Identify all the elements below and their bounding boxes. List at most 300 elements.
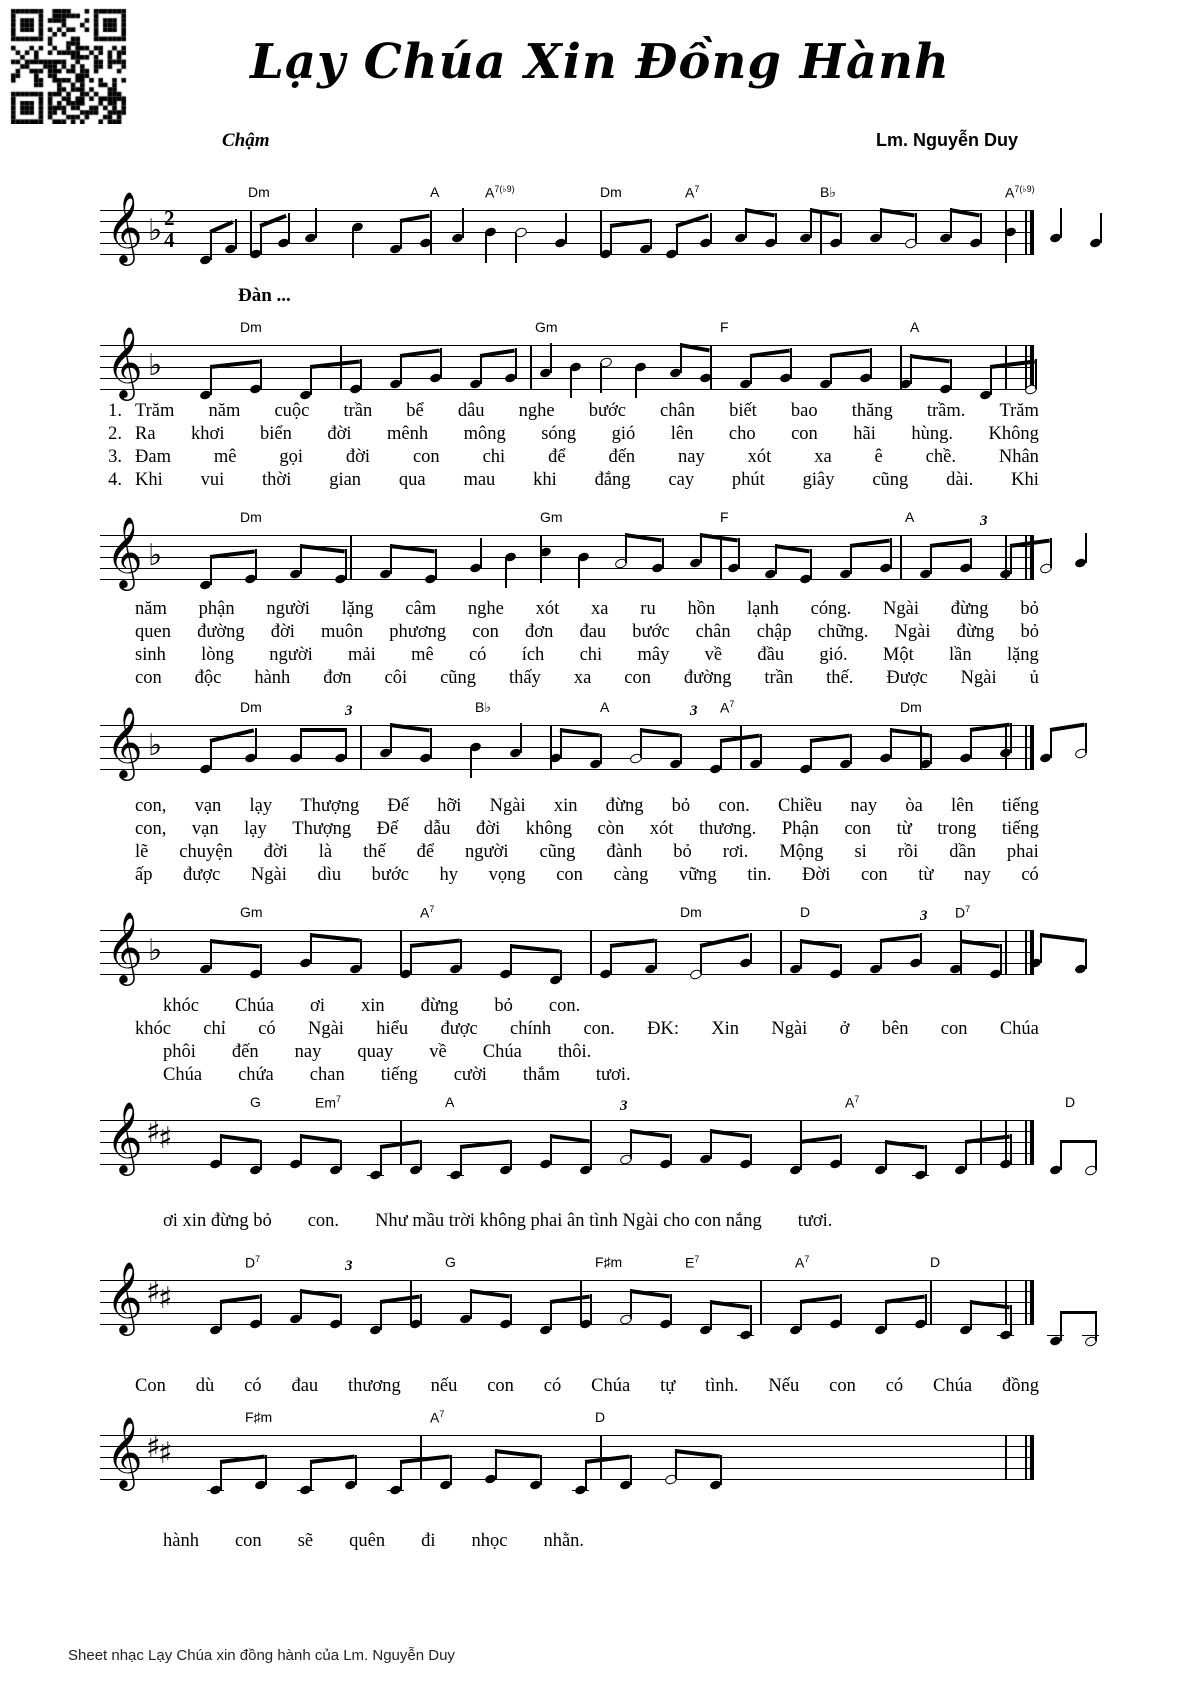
lyric-syllable: nghe <box>467 599 504 619</box>
footer-caption: Sheet nhạc Lạy Chúa xin đồng hành của Lm. Nguyễn Duy <box>68 1647 455 1664</box>
lyric-words <box>134 796 1040 817</box>
barline <box>400 930 402 975</box>
beam <box>960 939 1000 948</box>
lyric-syllable: từ <box>918 865 934 885</box>
lyric-syllable: biển <box>259 424 292 444</box>
beam <box>300 544 345 553</box>
staff-line <box>100 345 1030 346</box>
lyric-syllable: trần <box>764 668 794 688</box>
lyric-syllable: đời <box>270 622 295 642</box>
lyric-syllable: lên <box>951 796 974 816</box>
note-stem <box>625 533 627 563</box>
lyric-words <box>134 1211 1040 1232</box>
final-barline <box>1030 930 1034 975</box>
lyric-syllable: con, <box>135 796 167 816</box>
lyric-syllable: Nhân <box>998 447 1039 467</box>
lyric-syllable: nghe <box>518 401 555 421</box>
note-stem <box>440 348 442 378</box>
lyric-syllable: có <box>468 645 487 665</box>
note-stem <box>1040 933 1042 963</box>
staff-line <box>100 974 1030 975</box>
staff-system-2 <box>100 319 1030 399</box>
note-stem <box>750 933 752 963</box>
lyric-syllable: con <box>791 424 818 444</box>
lyric-line <box>100 423 1040 446</box>
staff-line <box>100 1479 1030 1480</box>
lyric-syllable: con <box>234 1531 262 1551</box>
note-stem <box>470 1289 472 1319</box>
ledger-line <box>297 1490 314 1491</box>
note-stem <box>915 213 917 243</box>
note-stem <box>288 213 290 243</box>
lyric-syllable: Ngài <box>307 1019 344 1039</box>
lyric-syllable: được <box>440 1019 478 1039</box>
note-stem <box>550 1300 552 1330</box>
note-stem <box>515 348 517 378</box>
barline <box>740 725 742 770</box>
note-stem <box>700 533 702 563</box>
lyric-syllable: đừng <box>605 796 644 816</box>
lyric-syllable: khóc <box>163 996 199 1016</box>
lyrics-refrain-block-1 <box>100 1210 1040 1233</box>
lyric-syllable: lẽ <box>135 842 149 862</box>
lyric-syllable: bước <box>371 865 409 885</box>
lyric-words <box>134 622 1040 643</box>
lyric-syllable: chi <box>482 447 506 467</box>
lyric-syllable: độc <box>194 668 222 688</box>
lyric-syllable: thắm <box>522 1065 560 1085</box>
beam <box>1050 723 1085 732</box>
lyric-words <box>134 842 1040 863</box>
lyric-syllable: dâu <box>457 401 485 421</box>
tempo-marking: Chậm <box>222 130 270 151</box>
chord-symbol: $A^7$ <box>795 1254 810 1271</box>
note-stem <box>210 939 212 969</box>
note-stem <box>950 359 952 389</box>
staff-line <box>100 930 1030 931</box>
note-stem <box>300 1289 302 1319</box>
note-stem <box>255 549 257 579</box>
lyric-syllable: đời <box>345 447 371 467</box>
lyric-syllable: Khi <box>1011 470 1039 490</box>
chord-symbol: F <box>720 509 729 525</box>
lyric-syllable: hãi <box>853 424 876 444</box>
lyric-syllable: cóng. <box>810 599 852 619</box>
lyric-syllable: tươi. <box>595 1065 631 1085</box>
lyric-syllable: không <box>525 819 572 839</box>
lyric-syllable: vọng <box>488 865 526 885</box>
note-stem <box>640 728 642 758</box>
final-barline <box>1030 1120 1034 1165</box>
ledger-line <box>367 1175 384 1176</box>
note-stem <box>600 363 602 393</box>
lyric-syllable: dần <box>949 842 976 862</box>
note-stem <box>890 538 892 568</box>
note-stem <box>310 365 312 395</box>
lyric-syllable: chi <box>579 645 603 665</box>
lyric-words <box>134 996 1040 1017</box>
note-stem <box>635 368 637 398</box>
lyric-syllable: chứa <box>238 1065 274 1085</box>
lyric-syllable: cũng <box>872 470 909 490</box>
note-stem <box>662 538 664 568</box>
lyric-syllable: để <box>416 842 435 862</box>
note-stem <box>480 354 482 384</box>
lyric-syllable: con <box>472 622 499 642</box>
note-stem <box>930 544 932 574</box>
chord-symbol: Gm <box>535 319 558 335</box>
lyric-syllable: Nếu <box>768 1376 800 1396</box>
note-stem <box>550 343 552 373</box>
ledger-line <box>1047 1335 1064 1336</box>
note-stem <box>676 224 678 254</box>
note-stem <box>675 1449 677 1479</box>
lyric-words <box>134 668 1040 689</box>
barline <box>360 725 362 770</box>
key-signature-flat: ♭ <box>148 213 163 248</box>
lyric-syllable: mau <box>463 470 496 490</box>
lyric-syllable: bước <box>632 622 670 642</box>
lyric-syllable: đời <box>476 819 501 839</box>
lyric-syllable: Thượng <box>292 819 352 839</box>
note-stem <box>800 939 802 969</box>
lyric-syllable: thương. <box>698 819 757 839</box>
key-signature-flat: ♭ <box>148 348 163 383</box>
lyric-syllable: phôi <box>163 1042 196 1062</box>
note-stem <box>710 213 712 243</box>
lyric-syllable: phai <box>1006 842 1039 862</box>
note-stem <box>980 213 982 243</box>
note-stem <box>840 944 842 974</box>
lyric-syllable: hiểu <box>376 1019 409 1039</box>
lyric-syllable: mông <box>463 424 506 444</box>
beam <box>630 1129 670 1138</box>
lyric-syllable: Chúa <box>933 1376 973 1396</box>
staff-line <box>100 535 1030 536</box>
note-stem <box>775 213 777 243</box>
barline <box>1005 345 1007 390</box>
lyric-syllable: phương <box>389 622 447 642</box>
note-stem <box>540 1455 542 1485</box>
beam <box>885 1140 925 1149</box>
barline <box>1025 345 1027 390</box>
note-stem <box>750 354 752 384</box>
note-stem <box>970 1300 972 1330</box>
note-stem <box>485 233 487 263</box>
lyric-syllable: tươi. <box>797 1211 833 1231</box>
staff-system-5 <box>100 904 1030 984</box>
lyric-line <box>100 1018 1040 1041</box>
note-stem <box>300 544 302 574</box>
note-stem <box>585 1460 587 1490</box>
staff-line <box>100 1446 1030 1447</box>
chord-symbol: Dm <box>240 319 262 335</box>
barline <box>590 930 592 975</box>
barline <box>720 535 722 580</box>
barline <box>980 1120 982 1165</box>
lyric-syllable: năm <box>208 401 241 421</box>
chord-symbol: A <box>430 184 440 200</box>
treble-clef: 𝄞 <box>106 1100 143 1173</box>
lyric-syllable: chân <box>695 622 731 642</box>
note-stem <box>560 728 562 758</box>
lyric-syllable: bỏ <box>671 796 691 816</box>
lyric-syllable: Được <box>886 668 928 688</box>
lyric-syllable: ích <box>521 645 545 665</box>
lyric-syllable: đường <box>197 622 245 642</box>
lyric-syllable: khi <box>533 470 557 490</box>
note-stem <box>480 538 482 568</box>
staff-line <box>100 1435 1030 1436</box>
lyric-syllable: nay <box>964 865 991 885</box>
lyric-syllable: đường <box>683 668 732 688</box>
note-stem <box>1060 1140 1062 1170</box>
staff-line <box>100 963 1030 964</box>
lyric-syllable: Đế <box>376 819 399 839</box>
lyric-syllable: phút <box>731 470 765 490</box>
lyric-line <box>100 1530 1040 1553</box>
note-stem <box>800 1140 802 1170</box>
lyric-syllable: gian <box>329 470 362 490</box>
lyric-syllable: gió <box>611 424 636 444</box>
tuplet-number: 3 <box>980 513 988 529</box>
note-stem <box>880 208 882 238</box>
lyric-syllable: năm <box>135 599 167 619</box>
lyric-syllable: đến <box>608 447 636 467</box>
lyric-syllable: có <box>1021 865 1039 885</box>
note-stem <box>1095 1140 1097 1170</box>
lyric-syllable: gió. <box>819 645 848 665</box>
lyric-syllable: câm <box>405 599 437 619</box>
lyric-words <box>134 1042 1040 1063</box>
barline <box>1025 1435 1027 1480</box>
lyric-syllable: đời <box>263 842 288 862</box>
note-stem <box>550 1134 552 1164</box>
note-stem <box>410 944 412 974</box>
lyric-syllable: Ngài <box>960 668 997 688</box>
lyric-syllable: ơi xin đừng bỏ <box>163 1211 272 1231</box>
staff-line <box>100 1131 1030 1132</box>
lyric-syllable: nhọc <box>471 1531 508 1551</box>
lyric-syllable: òa <box>905 796 923 816</box>
chord-symbol: Dm <box>240 509 262 525</box>
note-stem <box>630 1289 632 1319</box>
lyric-syllable: con. <box>718 796 750 816</box>
note-stem <box>655 939 657 969</box>
barline <box>930 1280 932 1325</box>
lyric-syllable: quen <box>135 622 171 642</box>
lyric-syllable: giây <box>802 470 835 490</box>
lyric-syllable: Không <box>988 424 1039 444</box>
note-stem <box>462 208 464 238</box>
key-signature-sharp: ♯ <box>158 1121 173 1156</box>
note-stem <box>235 219 237 249</box>
treble-clef: 𝄞 <box>106 1415 143 1488</box>
note-stem <box>430 728 432 758</box>
beam <box>470 1289 510 1298</box>
lyric-syllable: quên <box>349 1531 386 1551</box>
lyric-syllable: con <box>624 668 651 688</box>
note-stem <box>870 348 872 378</box>
lyric-syllable: xót <box>747 447 772 467</box>
lyric-syllable: mê <box>411 645 434 665</box>
lyric-syllable: ru <box>640 599 656 619</box>
lyric-words <box>134 645 1040 666</box>
lyric-syllable: Thượng <box>300 796 360 816</box>
chord-symbol: $A^7$ <box>420 904 435 921</box>
lyric-words <box>134 447 1040 468</box>
staff-line <box>100 1313 1030 1314</box>
lyric-syllable: xót <box>535 599 560 619</box>
note-stem <box>700 944 702 974</box>
note-stem <box>1050 728 1052 758</box>
lyric-words <box>134 1376 1040 1397</box>
note-stem <box>1010 544 1012 574</box>
lyric-syllable: cay <box>668 470 695 490</box>
note-stem <box>970 728 972 758</box>
lyric-syllable: chuyện <box>179 842 233 862</box>
note-stem <box>880 939 882 969</box>
note-stem <box>515 233 517 263</box>
lyric-line <box>100 469 1040 492</box>
lyric-syllable: cười <box>453 1065 487 1085</box>
page-title: Lạy Chúa Xin Đồng Hành <box>250 34 950 90</box>
staff-line <box>100 952 1030 953</box>
note-stem <box>460 1145 462 1175</box>
ledger-line <box>737 1335 754 1336</box>
beam <box>630 1289 670 1298</box>
lyric-syllable: cuộc <box>274 401 310 421</box>
note-stem <box>840 1134 842 1164</box>
chord-symbol: $A^7$ <box>685 184 700 201</box>
lyric-syllable: Chúa <box>591 1376 631 1396</box>
lyric-syllable: đồng <box>1001 1376 1039 1396</box>
lyric-syllable: nếu <box>430 1376 458 1396</box>
lyric-syllable: ĐK: <box>647 1019 679 1039</box>
beam <box>410 939 460 948</box>
barline <box>340 345 342 390</box>
barline <box>1005 1120 1007 1165</box>
chord-symbol: $A^7$ <box>845 1094 860 1111</box>
lyric-syllable: bên <box>881 1019 909 1039</box>
lyric-syllable: si <box>854 842 867 862</box>
lyric-syllable: sẽ <box>297 1531 314 1551</box>
final-barline <box>1030 1280 1034 1325</box>
chord-symbol: Gm <box>540 509 563 525</box>
key-signature-sharp: ♯ <box>158 1436 173 1471</box>
lyric-syllable: nhằn. <box>543 1531 585 1551</box>
note-stem <box>360 359 362 389</box>
lyric-syllable: con <box>940 1019 968 1039</box>
lyric-syllable: thế. <box>826 668 854 688</box>
lyric-syllable: vui <box>200 470 225 490</box>
note-stem <box>1095 1311 1097 1341</box>
lyric-syllable: Trăm <box>999 401 1039 421</box>
note-stem <box>970 538 972 568</box>
final-barline <box>1030 210 1034 255</box>
note-stem <box>810 549 812 579</box>
treble-clef: 𝄞 <box>106 705 143 778</box>
lyric-syllable: chan <box>309 1065 345 1085</box>
note-stem <box>890 728 892 758</box>
note-stem <box>310 933 312 963</box>
note-stem <box>775 544 777 574</box>
lyric-syllable: khơi <box>191 424 225 444</box>
lyric-syllable: Ngài <box>894 622 931 642</box>
note-stem <box>630 1129 632 1159</box>
note-stem <box>1010 723 1012 753</box>
lyric-syllable: Xin <box>711 1019 740 1039</box>
lyric-syllable: ơi <box>310 996 325 1016</box>
beam <box>300 728 345 732</box>
note-stem <box>965 1140 967 1170</box>
note-stem <box>1000 944 1002 974</box>
beam <box>775 544 810 553</box>
chord-symbol: Em$^7$ <box>315 1094 342 1111</box>
lyric-syllable: dìu <box>317 865 342 885</box>
chord-symbol: F♯m <box>245 1409 273 1425</box>
barline <box>550 725 552 770</box>
note-stem <box>790 348 792 378</box>
barline <box>820 210 822 255</box>
treble-clef: 𝄞 <box>106 325 143 398</box>
lyric-syllable: lạnh <box>747 599 779 619</box>
beam <box>810 734 850 743</box>
note-stem <box>1010 1134 1012 1164</box>
chord-symbol: $A^7$ <box>720 699 735 716</box>
staff-line <box>100 356 1030 357</box>
note-stem <box>460 939 462 969</box>
lyric-syllable: cũng <box>539 842 576 862</box>
lyric-syllable: con <box>556 865 583 885</box>
note-stem <box>920 933 922 963</box>
lyric-syllable: hy <box>439 865 459 885</box>
lyric-syllable: con <box>844 819 872 839</box>
lyric-words <box>134 1531 1040 1552</box>
note-stem <box>260 359 262 389</box>
note-stem <box>610 224 612 254</box>
lyric-syllable: bỏ <box>494 996 513 1016</box>
note-stem <box>670 1134 672 1164</box>
chord-symbol: A <box>600 699 610 715</box>
ledger-line <box>912 1175 929 1176</box>
chord-symbol: F <box>720 319 729 335</box>
lyric-syllable: Ra <box>135 424 156 444</box>
lyric-words <box>134 599 1040 620</box>
lyric-syllable: con, <box>135 819 167 839</box>
lyric-syllable: quay <box>357 1042 394 1062</box>
note-stem <box>720 739 722 769</box>
note-stem <box>1005 233 1007 263</box>
lyric-words <box>134 424 1040 445</box>
staff-system-6 <box>100 1094 1076 1174</box>
chord-symbol: D <box>930 1254 941 1270</box>
lyric-syllable: Đam <box>135 447 171 467</box>
lyric-line <box>100 864 1040 887</box>
staff-3 <box>100 509 1030 589</box>
key-signature-sharp: ♯ <box>146 1115 161 1150</box>
lyric-line <box>100 995 1040 1018</box>
lyric-syllable: côi <box>384 668 408 688</box>
lyric-syllable: bao <box>790 401 818 421</box>
lyric-syllable: Khi <box>135 470 163 490</box>
staff-line <box>100 254 1030 255</box>
lyric-syllable: Chúa <box>234 996 275 1016</box>
chord-symbol: D <box>595 1409 606 1425</box>
lyric-syllable: Như mầu trời không phai ân tình Ngài cho con nắng <box>375 1211 762 1231</box>
staff-5 <box>100 904 1030 984</box>
note-stem <box>590 1140 592 1170</box>
